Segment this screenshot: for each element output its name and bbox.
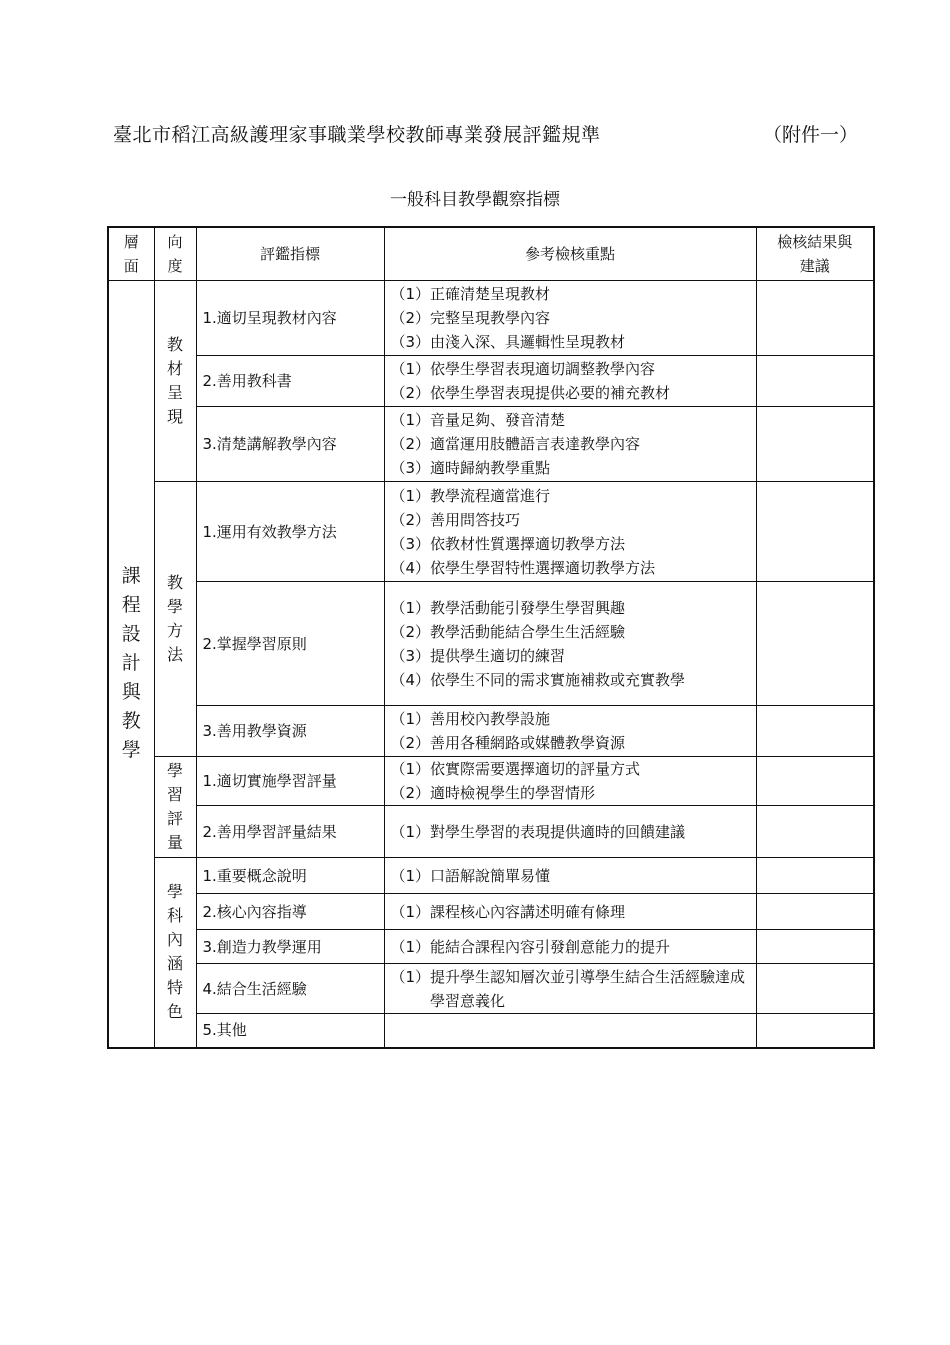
table-row	[108, 407, 874, 482]
check-point-number: （4）	[390, 558, 431, 577]
check-point-number: （2）	[390, 734, 431, 752]
check-point-text: 教學流程適當進行	[430, 486, 551, 505]
check-point-text: 教學活動能引發學生學習興趣	[430, 598, 626, 617]
check-point-text: 依學生不同的需求實施補救或充實教學	[430, 670, 686, 689]
indicator-cell: 1.運用有效教學方法	[196, 482, 384, 582]
check-point-number: （3）	[390, 459, 431, 477]
check-point-item	[391, 432, 750, 456]
indicator-cell: 1.適切呈現教材內容	[196, 281, 384, 356]
table-row	[108, 894, 874, 930]
table-row	[108, 757, 874, 806]
indicator-cell: 2.核心內容指導	[196, 894, 384, 930]
check-point-text: 依實際需要選擇適切的評量方式	[430, 760, 641, 778]
check-points-cell	[384, 858, 756, 894]
check-point-text: 依學生學習特性選擇適切教學方法	[430, 558, 656, 577]
check-point-item	[391, 644, 750, 668]
result-input-cell[interactable]	[756, 281, 874, 356]
table-row	[108, 482, 874, 582]
dimension-label: 學科內涵特色	[166, 882, 183, 1022]
check-point-text: 完整呈現教學內容	[430, 309, 551, 327]
column-header-dimension: 向度	[154, 227, 196, 281]
check-points-cell	[384, 356, 756, 407]
check-point-text: 音量足夠、發音清楚	[430, 411, 566, 429]
check-point-text: 教學活動能結合學生生活經驗	[430, 622, 626, 641]
dimension-label: 教學方法	[166, 573, 183, 664]
check-points-cell	[384, 894, 756, 930]
result-input-cell[interactable]	[756, 356, 874, 407]
dimension-cell	[154, 757, 196, 858]
check-point-text: 正確清楚呈現教材	[430, 285, 551, 303]
check-point-text: 口語解說簡單易懂	[430, 866, 551, 885]
column-header-points: 參考檢核重點	[384, 227, 756, 281]
result-input-cell[interactable]	[756, 1014, 874, 1048]
indicator-cell: 3.創造力教學運用	[196, 930, 384, 964]
result-input-cell[interactable]	[756, 894, 874, 930]
layer-cell	[108, 281, 154, 1048]
check-point-number: （1）	[390, 360, 431, 378]
result-input-cell[interactable]	[756, 806, 874, 858]
check-points-cell	[384, 930, 756, 964]
indicator-cell: 2.掌握學習原則	[196, 582, 384, 706]
column-header-indicator: 評鑑指標	[196, 227, 384, 281]
check-point-number: （1）	[390, 760, 431, 778]
check-points-cell	[384, 281, 756, 356]
check-point-item	[391, 820, 750, 844]
check-point-item	[391, 508, 750, 532]
result-input-cell[interactable]	[756, 582, 874, 706]
check-point-number: （2）	[390, 622, 431, 641]
document-subtitle: 一般科目教學觀察指標	[390, 190, 560, 210]
indicator-cell: 1.重要概念說明	[196, 858, 384, 894]
result-input-cell[interactable]	[756, 757, 874, 806]
check-point-number: （3）	[390, 333, 431, 351]
check-point-item	[391, 757, 750, 781]
check-point-item	[391, 456, 750, 480]
indicator-cell: 1.適切實施學習評量	[196, 757, 384, 806]
check-point-text: 適時檢視學生的學習情形	[430, 784, 596, 802]
table-row	[108, 706, 874, 757]
check-point-item	[391, 556, 750, 580]
check-point-number: （1）	[390, 866, 431, 885]
check-point-number: （1）	[390, 598, 431, 617]
indicator-cell: 2.善用教科書	[196, 356, 384, 407]
result-input-cell[interactable]	[756, 858, 874, 894]
check-point-item	[391, 965, 750, 1013]
check-point-item	[391, 707, 750, 731]
check-point-number: （1）	[390, 285, 431, 303]
check-point-text: 適時歸納教學重點	[430, 459, 551, 477]
dimension-cell	[154, 858, 196, 1048]
indicator-cell: 3.清楚講解教學內容	[196, 407, 384, 482]
indicator-cell: 5.其他	[196, 1014, 384, 1048]
check-point-text: 善用各種網路或媒體教學資源	[430, 734, 626, 752]
check-point-text: 對學生學習的表現提供適時的回饋建議	[430, 822, 686, 841]
check-point-number: （1）	[390, 902, 431, 921]
check-point-number: （2）	[390, 510, 431, 529]
check-point-item	[391, 484, 750, 508]
table-header-row	[108, 227, 874, 281]
table-row	[108, 1014, 874, 1048]
check-point-text: 能結合課程內容引發創意能力的提升	[430, 937, 671, 956]
check-point-number: （4）	[390, 670, 431, 689]
check-point-number: （1）	[390, 822, 431, 841]
check-point-item	[391, 282, 750, 306]
check-point-text: 由淺入深、具邏輯性呈現教材	[430, 333, 626, 351]
column-header-layer: 層面	[108, 227, 154, 281]
document-title: 臺北市稻江高級護理家事職業學校教師專業發展評鑑規準	[113, 124, 601, 146]
table-row	[108, 582, 874, 706]
indicator-cell: 4.結合生活經驗	[196, 964, 384, 1014]
check-point-item	[391, 781, 750, 805]
check-point-text: 課程核心內容講述明確有條理	[430, 902, 626, 921]
check-point-number: （2）	[390, 309, 431, 327]
dimension-label: 教材呈現	[166, 335, 183, 426]
check-point-item	[391, 668, 750, 692]
result-input-cell[interactable]	[756, 407, 874, 482]
check-point-item	[391, 532, 750, 556]
indicator-cell: 2.善用學習評量結果	[196, 806, 384, 858]
check-point-text: 依教材性質選擇適切教學方法	[430, 534, 626, 553]
check-point-number: （1）	[390, 486, 431, 505]
check-point-item	[391, 381, 750, 405]
result-input-cell[interactable]	[756, 706, 874, 757]
check-point-item	[391, 864, 750, 888]
check-point-text: 依學生學習表現適切調整教學內容	[430, 360, 656, 378]
table-row	[108, 930, 874, 964]
check-point-number: （2）	[390, 784, 431, 802]
check-point-item	[391, 900, 750, 924]
check-points-cell	[384, 1014, 756, 1048]
check-point-number: （3）	[390, 534, 431, 553]
table-row	[108, 806, 874, 858]
check-points-cell	[384, 407, 756, 482]
layer-label: 課程設計與教學	[121, 565, 141, 762]
result-input-cell[interactable]	[756, 964, 874, 1014]
check-point-number: （1）	[390, 937, 431, 956]
check-points-cell	[384, 582, 756, 706]
check-point-number: （3）	[390, 646, 431, 665]
result-input-cell[interactable]	[756, 930, 874, 964]
table-row	[108, 858, 874, 894]
check-points-cell	[384, 482, 756, 582]
check-point-item	[391, 330, 750, 354]
column-header-result: 檢核結果與建議	[756, 227, 874, 281]
check-point-text: 適當運用肢體語言表達教學內容	[430, 435, 641, 453]
check-point-number: （1）	[390, 967, 431, 986]
check-point-text: 提供學生適切的練習	[430, 646, 566, 665]
dimension-cell	[154, 482, 196, 757]
indicator-cell: 3.善用教學資源	[196, 706, 384, 757]
result-input-cell[interactable]	[756, 482, 874, 582]
table-row	[108, 281, 874, 356]
check-points-cell	[384, 964, 756, 1014]
check-point-number: （1）	[390, 710, 431, 728]
check-points-cell	[384, 706, 756, 757]
check-point-item	[391, 357, 750, 381]
check-point-number: （1）	[390, 411, 431, 429]
dimension-label: 學習評量	[166, 761, 183, 852]
check-point-item	[391, 731, 750, 755]
check-point-number: （2）	[390, 384, 431, 402]
check-point-item	[391, 408, 750, 432]
check-point-text: 依學生學習表現提供必要的補充教材	[430, 384, 671, 402]
check-point-text: 善用問答技巧	[430, 510, 521, 529]
attachment-label: （附件一）	[763, 124, 859, 146]
check-point-number: （2）	[390, 435, 431, 453]
table-row	[108, 356, 874, 407]
check-point-item	[391, 596, 750, 620]
check-point-item	[391, 306, 750, 330]
dimension-cell	[154, 281, 196, 482]
check-points-cell	[384, 757, 756, 806]
check-points-cell	[384, 806, 756, 858]
evaluation-table	[107, 226, 875, 1049]
table-row	[108, 964, 874, 1014]
check-point-text: 善用校內教學設施	[430, 710, 551, 728]
check-point-text: 提升學生認知層次並引導學生結合生活經驗達成學習意義化	[430, 967, 746, 1010]
check-point-item	[391, 620, 750, 644]
check-point-item	[391, 935, 750, 959]
